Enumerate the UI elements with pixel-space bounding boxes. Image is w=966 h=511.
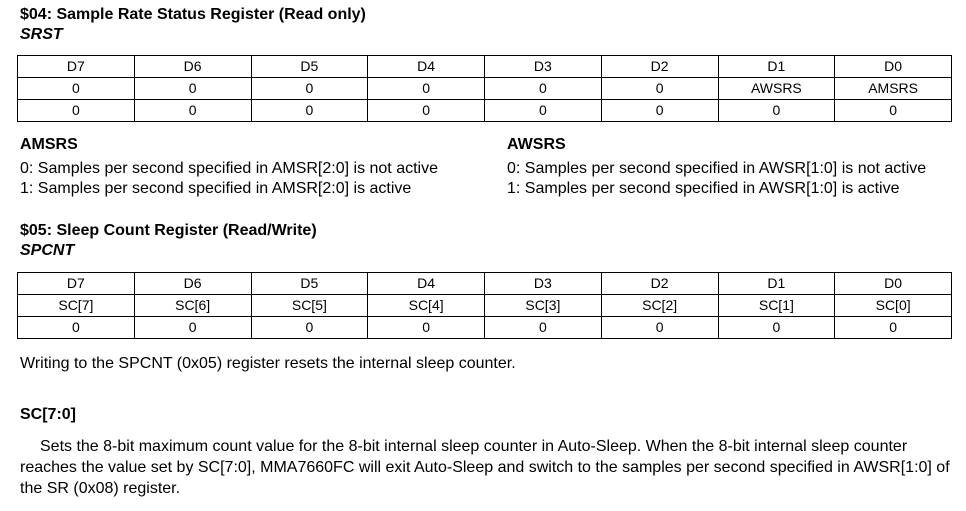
bit-header: D7 xyxy=(18,56,135,78)
bit-name: SC[2] xyxy=(601,295,718,317)
srst-default-row xyxy=(18,100,952,122)
amsrs-line-0: 0: Samples per second specified in AMSR[2:0] is not active xyxy=(20,160,438,177)
spcnt-name-row xyxy=(18,295,952,317)
spcnt-header-row xyxy=(18,273,952,295)
sc-heading: SC[7:0] xyxy=(20,406,77,423)
bit-name: 0 xyxy=(368,78,485,100)
spcnt-note: Writing to the SPCNT (0x05) register resets the internal sleep counter. xyxy=(20,355,516,372)
bit-header: D1 xyxy=(718,273,835,295)
bit-header: D0 xyxy=(835,56,952,78)
bit-name: AMSRS xyxy=(835,78,952,100)
bit-default: 0 xyxy=(718,317,835,339)
bit-default: 0 xyxy=(485,100,602,122)
bit-name: SC[1] xyxy=(718,295,835,317)
spcnt-default-row xyxy=(18,317,952,339)
bit-default: 0 xyxy=(18,100,135,122)
bit-default: 0 xyxy=(718,100,835,122)
bit-header: D0 xyxy=(835,273,952,295)
bit-header: D3 xyxy=(485,56,602,78)
bit-default: 0 xyxy=(835,100,952,122)
spcnt-register-table xyxy=(17,272,952,339)
bit-name: 0 xyxy=(134,78,251,100)
bit-header: D6 xyxy=(134,56,251,78)
bit-name: SC[0] xyxy=(835,295,952,317)
awsrs-heading: AWSRS xyxy=(507,136,566,153)
bit-name: 0 xyxy=(485,78,602,100)
bit-header: D7 xyxy=(18,273,135,295)
amsrs-heading: AMSRS xyxy=(20,136,78,153)
bit-default: 0 xyxy=(368,317,485,339)
bit-default: 0 xyxy=(368,100,485,122)
bit-header: D3 xyxy=(485,273,602,295)
bit-name: 0 xyxy=(251,78,368,100)
bit-header: D2 xyxy=(601,56,718,78)
bit-name: SC[3] xyxy=(485,295,602,317)
bit-name: SC[7] xyxy=(18,295,135,317)
awsrs-line-1: 1: Samples per second specified in AWSR[1:0] is active xyxy=(507,180,900,197)
awsrs-line-0: 0: Samples per second specified in AWSR[1:0] is not active xyxy=(507,160,927,177)
bit-name: 0 xyxy=(18,78,135,100)
bit-header: D4 xyxy=(368,56,485,78)
bit-default: 0 xyxy=(601,317,718,339)
srst-name-row xyxy=(18,78,952,100)
bit-header: D5 xyxy=(251,56,368,78)
bit-header: D5 xyxy=(251,273,368,295)
bit-default: 0 xyxy=(251,100,368,122)
srst-title: $04: Sample Rate Status Register (Read only) xyxy=(20,6,366,23)
bit-name: SC[5] xyxy=(251,295,368,317)
bit-name: 0 xyxy=(601,78,718,100)
bit-default: 0 xyxy=(601,100,718,122)
bit-default: 0 xyxy=(835,317,952,339)
bit-header: D4 xyxy=(368,273,485,295)
sc-description-text: Sets the 8-bit maximum count value for the 8-bit internal sleep counter in Auto-Sleep. When the 8-bit internal sleep counter reaches the value set by SC[7:0], MMA7660FC will exit Auto-Sleep and switch to the samples per second specified in AWSR[1:0] of the SR (0x08) register. xyxy=(20,438,950,497)
sc-description xyxy=(20,436,950,499)
bit-default: 0 xyxy=(18,317,135,339)
bit-header: D6 xyxy=(134,273,251,295)
srst-register-table xyxy=(17,55,952,122)
bit-name: SC[6] xyxy=(134,295,251,317)
bit-name: SC[4] xyxy=(368,295,485,317)
bit-default: 0 xyxy=(485,317,602,339)
bit-header: D1 xyxy=(718,56,835,78)
spcnt-subtitle: SPCNT xyxy=(20,242,75,259)
bit-name: AWSRS xyxy=(718,78,835,100)
bit-header: D2 xyxy=(601,273,718,295)
bit-default: 0 xyxy=(251,317,368,339)
amsrs-line-1: 1: Samples per second specified in AMSR[2:0] is active xyxy=(20,180,412,197)
srst-header-row xyxy=(18,56,952,78)
spcnt-title: $05: Sleep Count Register (Read/Write) xyxy=(20,222,317,239)
bit-default: 0 xyxy=(134,100,251,122)
bit-default: 0 xyxy=(134,317,251,339)
srst-subtitle: SRST xyxy=(20,26,63,43)
